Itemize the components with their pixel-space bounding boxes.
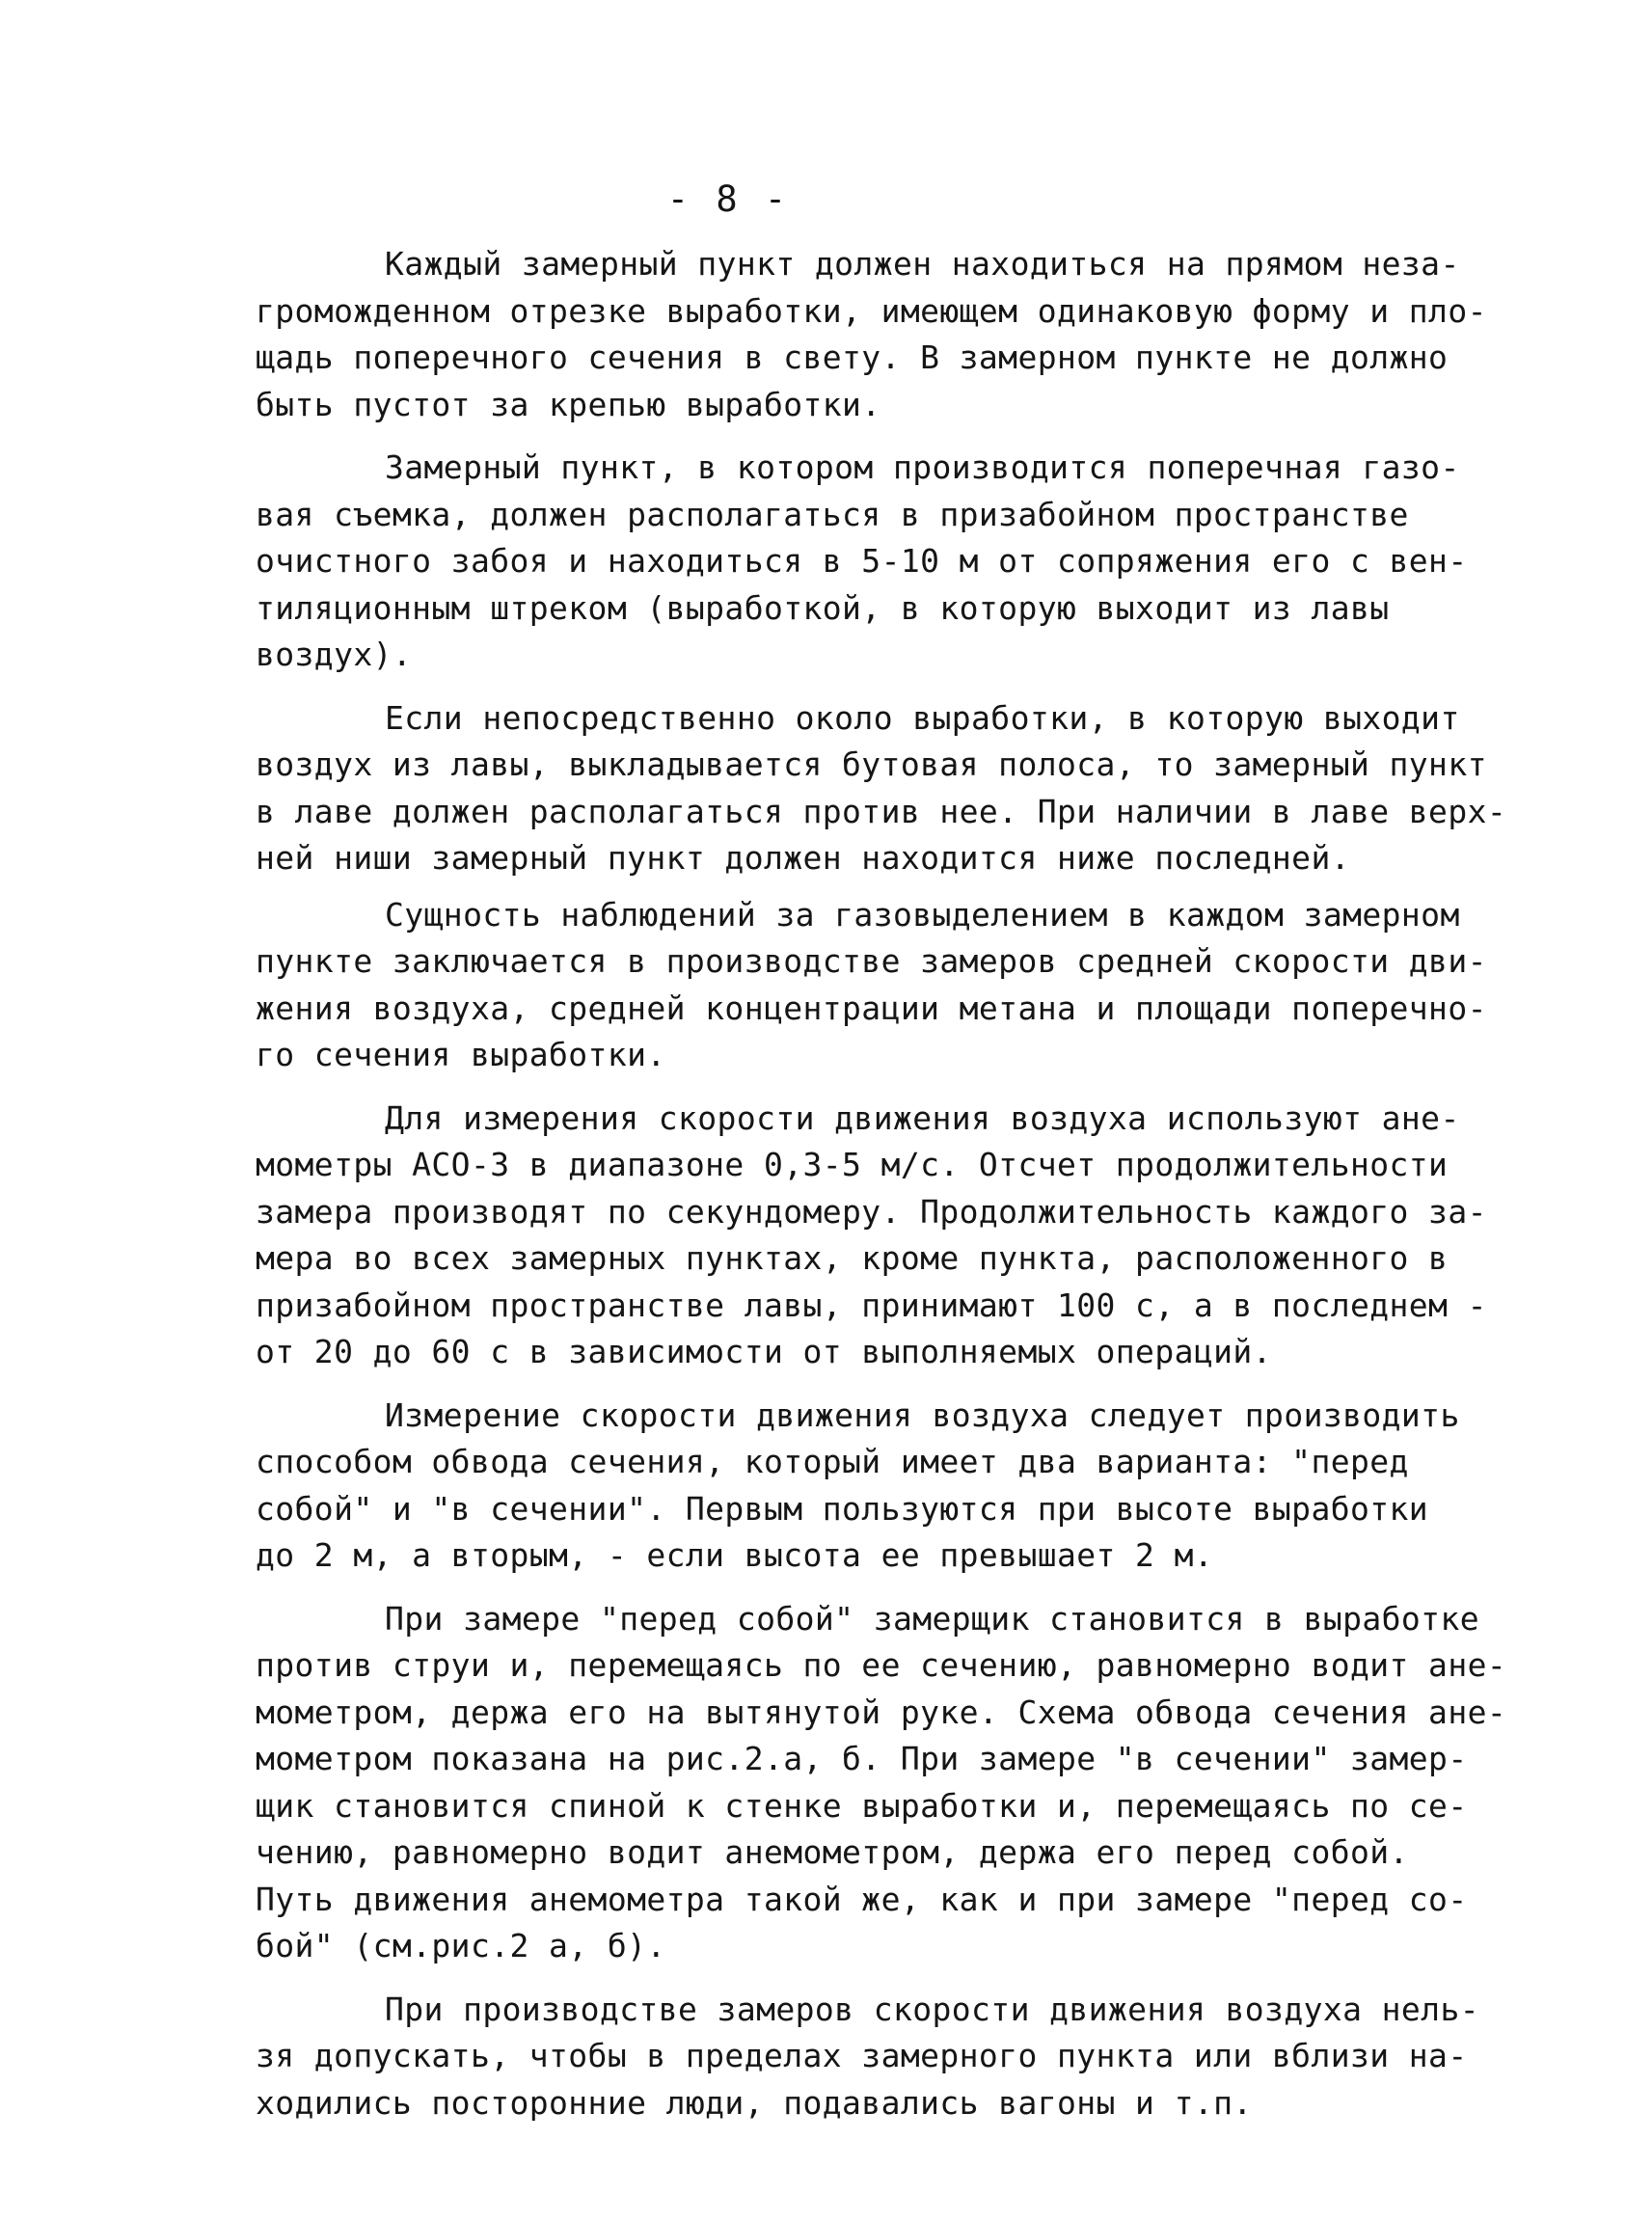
text-line: Замерный пункт, в котором производится поперечная газо- — [385, 448, 1460, 486]
paragraph — [256, 241, 1487, 428]
text-line: в лаве должен располагаться против нее. При наличии в лаве верх- — [256, 792, 1507, 830]
text-line: ней ниши замерный пункт должен находится ниже последней. — [256, 839, 1350, 877]
text-line: против струи и, перемещаясь по ее сечению, равномерно водит ане- — [256, 1646, 1507, 1684]
text-line: При производстве замеров скорости движения воздуха нель- — [385, 1990, 1479, 2028]
text-line: зя допускать, чтобы в пределах замерного пункта или вблизи на- — [256, 2037, 1468, 2074]
text-line: призабойном пространстве лавы, принимают 100 с, а в последнем - — [256, 1286, 1487, 1324]
text-line: пункте заключается в производстве замеров средней скорости дви- — [256, 942, 1487, 980]
text-line: громожденном отрезке выработки, имеющем одинаковую форму и пло- — [256, 291, 1487, 330]
text-line: жения воздуха, средней концентрации метана и площади поперечно- — [256, 989, 1487, 1027]
text-line: замера производят по секундомеру. Продолжительность каждого за- — [256, 1192, 1487, 1231]
text-line: ходились посторонние люди, подавались вагоны и т.п. — [256, 2083, 1253, 2122]
paragraph — [256, 695, 1507, 882]
text-line: вая съемка, должен располагаться в призабойном пространстве — [256, 495, 1409, 533]
text-line: мометры АСО-3 в диапазоне 0,3-5 м/с. Отсчет продолжительности — [256, 1146, 1449, 1183]
text-line: очистного забоя и находиться в 5-10 м от сопряжения его с вен- — [256, 542, 1468, 580]
text-line: Для измерения скорости движения воздуха используют ане- — [385, 1098, 1460, 1137]
text-line: щик становится спиной к стенке выработки и, перемещаясь по се- — [256, 1786, 1468, 1825]
text-line: от 20 до 60 с в зависимости от выполняемых операций. — [256, 1333, 1272, 1370]
text-line: воздух из лавы, выкладывается бутовая полоса, то замерный пункт — [256, 745, 1487, 783]
text-line: Путь движения анемометра такой же, как и при замере "перед со- — [256, 1880, 1468, 1918]
text-line: воздух). — [256, 636, 413, 673]
text-line: Каждый замерный пункт должен находиться на прямом неза- — [385, 245, 1460, 283]
paragraph-gap — [256, 1079, 1437, 1096]
paragraph-gap — [256, 882, 1437, 892]
text-line: мометром, держа его на вытянутой руке. Схема обвода сечения ане- — [256, 1693, 1507, 1731]
paragraph-gap — [256, 1376, 1437, 1393]
paragraph-gap — [256, 1970, 1437, 1987]
text-line: При замере "перед собой" замерщик становится в выработке — [385, 1599, 1479, 1638]
paragraph — [256, 1596, 1507, 1970]
text-line: Если непосредственно около выработки, в которую выходит — [385, 698, 1460, 737]
paragraph — [256, 1096, 1487, 1376]
text-line: чению, равномерно водит анемометром, держа его перед собой. — [256, 1833, 1409, 1871]
paragraph — [256, 892, 1487, 1079]
text-line: мометром показана на рис.2.а, б. При замере "в сечении" замер- — [256, 1740, 1468, 1777]
text-line: собой" и "в сечении". Первым пользуются при высоте выработки — [256, 1489, 1429, 1528]
text-line: щадь поперечного сечения в свету. В замерном пункте не должно — [256, 339, 1449, 376]
text-line: до 2 м, а вторым, - если высота ее превышает 2 м. — [256, 1536, 1214, 1574]
text-line: мера во всех замерных пунктах, кроме пункта, расположенного в — [256, 1239, 1449, 1277]
paragraph — [256, 1987, 1479, 2127]
paragraph — [256, 1393, 1460, 1580]
paragraph-gap — [256, 1580, 1437, 1596]
paragraph-gap — [256, 428, 1437, 445]
text-line: способом обвода сечения, который имеет два варианта: "перед — [256, 1443, 1409, 1480]
text-line: быть пустот за крепью выработки. — [256, 385, 881, 423]
text-line: Измерение скорости движения воздуха следует производить — [385, 1395, 1460, 1434]
text-line: тиляционным штреком (выработкой, в которую выходит из лавы — [256, 588, 1390, 627]
paragraph-gap — [256, 679, 1437, 695]
text-line: го сечения выработки. — [256, 1036, 666, 1073]
text-line: бой" (см.рис.2 а, б). — [256, 1927, 666, 1964]
paragraph — [256, 445, 1468, 679]
text-line: Сущность наблюдений за газовыделением в каждом замерном — [385, 895, 1460, 934]
body-text — [256, 241, 1507, 2126]
page-number: - 8 - — [666, 178, 790, 220]
